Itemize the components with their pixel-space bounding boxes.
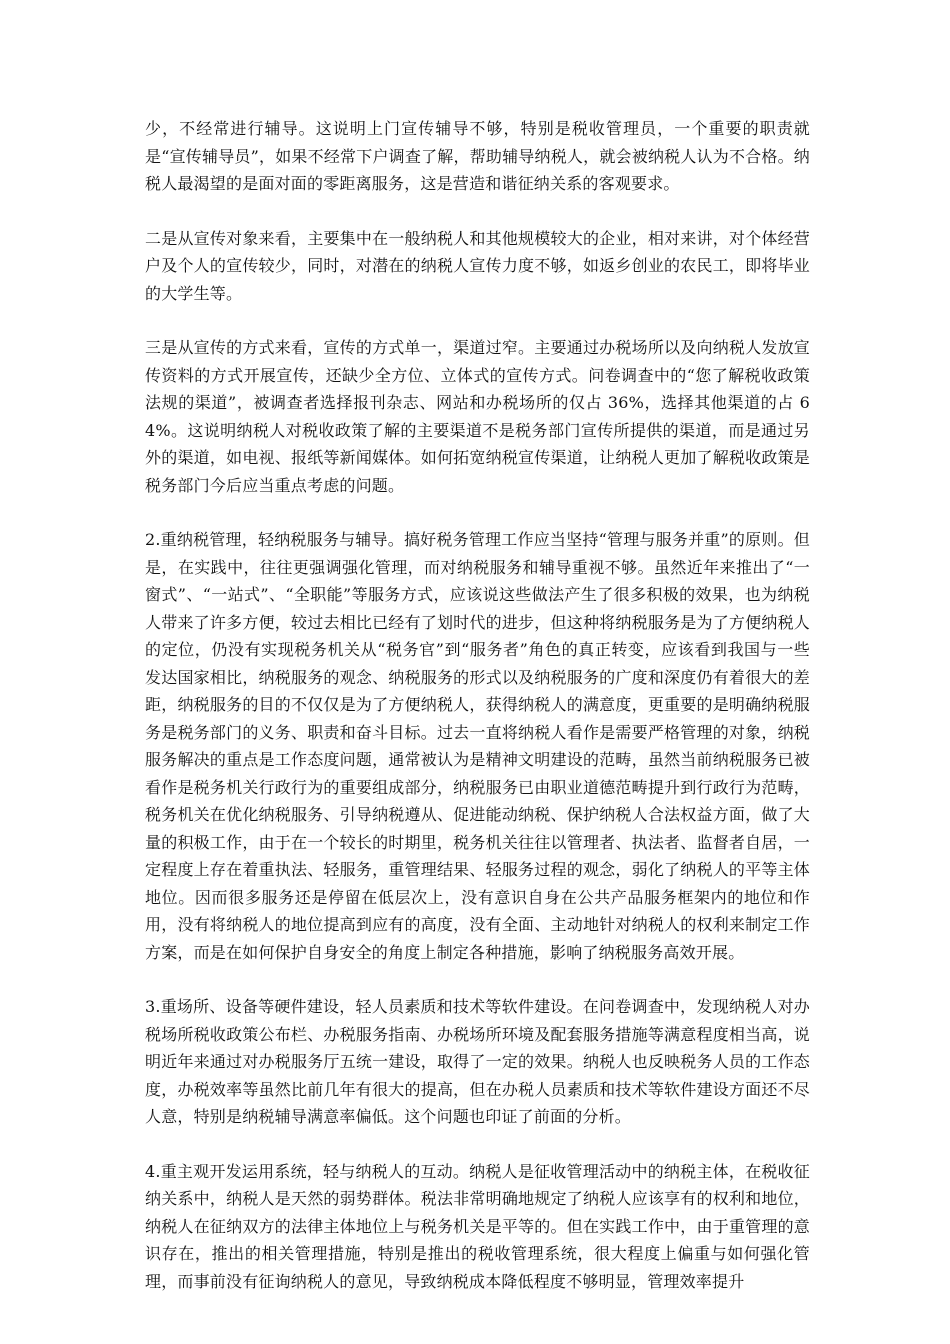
- paragraph-5: 3.重场所、设备等硬件建设，轻人员素质和技术等软件建设。在问卷调查中，发现纳税人对办税场所税收政策公布栏、办税服务指南、办税场所环境及配套服务措施等满意程度相当高，说明近年来通过对办税服务厅五统一建设，取得了一定的效果。纳税人也反映税务人员的工作态度，办税效率等虽然比前几年有很大的提高，但在办税人员素质和技术等软件建设方面还不尽人意，特别是纳税辅导满意率偏低。这个问题也印证了前面的分析。: [145, 997, 810, 1126]
- paragraph-3: 三是从宣传的方式来看，宣传的方式单一，渠道过窄。主要通过办税场所以及向纳税人发放宣传资料的方式开展宣传，还缺少全方位、立体式的宣传方式。问卷调查中的“您了解税收政策法规的渠道”，被调查者选择报刊杂志、网站和办税场所的仅占 36%，选择其他渠道的占 64%。这说明纳税人对税收政策了解的主要渠道不是税务部门宣传所提供的渠道，而是通过另外的渠道，如电视、报纸等新闻媒体。如何拓宽纳税宣传渠道，让纳税人更加了解税收政策是税务部门今后应当重点考虑的问题。: [145, 338, 810, 495]
- document-body: [145, 115, 810, 1322]
- paragraph-2: 二是从宣传对象来看，主要集中在一般纳税人和其他规模较大的企业，相对来讲，对个体经营户及个人的宣传较少，同时，对潜在的纳税人宣传力度不够，如返乡创业的农民工，即将毕业的大学生等。: [145, 228, 810, 303]
- paragraph-6: 4.重主观开发运用系统，轻与纳税人的互动。纳税人是征收管理活动中的纳税主体，在税收征纳关系中，纳税人是天然的弱势群体。税法非常明确地规定了纳税人应该享有的权利和地位，纳税人在征纳双方的法律主体地位上与税务机关是平等的。但在实践工作中，由于重管理的意识存在，推出的相关管理措施，特别是推出的税收管理系统，很大程度上偏重与如何强化管理，而事前没有征询纳税人的意见，导致纳税成本降低程度不够明显，管理效率提升: [145, 1161, 810, 1291]
- paragraph-4: 2.重纳税管理，轻纳税服务与辅导。搞好税务管理工作应当坚持“管理与服务并重”的原则。但是，在实践中，往往更强调强化管理，而对纳税服务和辅导重视不够。虽然近年来推出了“一窗式”、“一站式”、“全职能”等服务方式，应该说这些做法产生了很多积极的效果，也为纳税人带来了许多方便，较过去相比已经有了划时代的进步，但这种将纳税服务是为了方便纳税人的定位，仍没有实现税务机关从“税务官”到“服务者”角色的真正转变，应该看到我国与一些发达国家相比，纳税服务的观念、纳税服务的形式以及纳税服务的广度和深度仍有着很大的差距，纳税服务的目的不仅仅是为了方便纳税人，获得纳税人的满意度，更重要的是明确纳税服务是税务部门的义务、职责和奋斗目标。过去一直将纳税人看作是需要严格管理的对象，纳税服务解决的重点是工作态度问题，通常被认为是精神文明建设的范畴，虽然当前纳税服务已被看作是税务机关行政行为的重要组成部分，纳税服务已由职业道德范畴提升到行政行为范畴，税务机关在优化纳税服务、引导纳税遵从、促进能动纳税、保护纳税人合法权益方面，做了大量的积极工作，由于在一个较长的时期里，税务机关往往以管理者、执法者、监督者自居，一定程度上存在着重执法、轻服务，重管理结果、轻服务过程的观念，弱化了纳税人的平等主体地位。因而很多服务还是停留在低层次上，没有意识自身在公共产品服务框架内的地位和作用，没有将纳税人的地位提高到应有的高度，没有全面、主动地针对纳税人的权利来制定工作方案，而是在如何保护自身安全的角度上制定各种措施，影响了纳税服务高效开展。: [145, 530, 810, 962]
- paragraph-1: 少，不经常进行辅导。这说明上门宣传辅导不够，特别是税收管理员，一个重要的职责就是“宣传辅导员”，如果不经常下户调查了解，帮助辅导纳税人，就会被纳税人认为不合格。纳税人最渴望的是面对面的零距离服务，这是营造和谐征纳关系的客观要求。: [145, 119, 810, 193]
